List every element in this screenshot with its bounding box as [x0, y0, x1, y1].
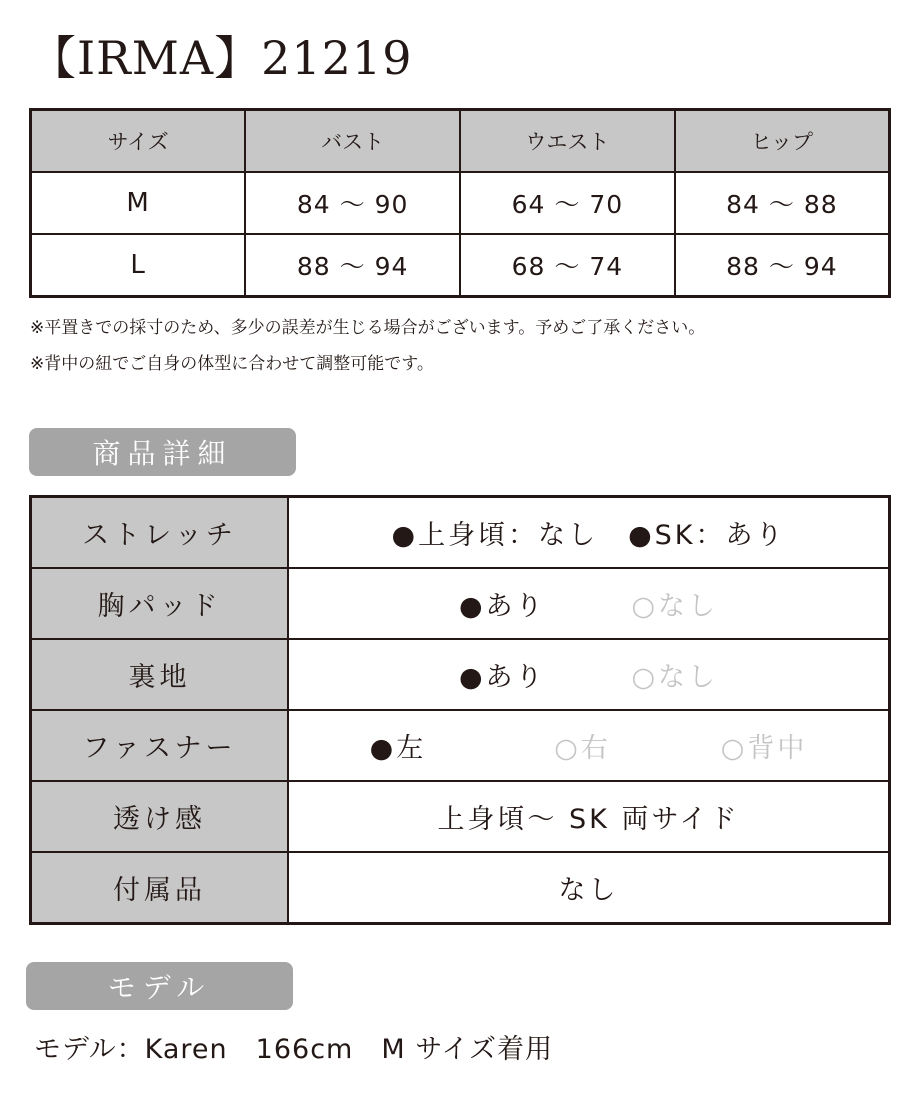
- fastener-option-back: ○背中: [720, 733, 808, 764]
- table-row: [31, 172, 890, 234]
- header-bust: バスト: [245, 110, 460, 173]
- size-cell: L: [31, 234, 246, 297]
- hip-cell: 84 ～ 88: [675, 172, 890, 234]
- table-row: [31, 639, 890, 710]
- table-row: [31, 710, 890, 781]
- stretch-value: ●上身頃：なし ●SK：あり: [288, 497, 890, 569]
- waist-cell: 68 ～ 74: [460, 234, 675, 297]
- lining-option-no: ○なし: [631, 662, 719, 693]
- header-size: サイズ: [31, 110, 246, 173]
- accessories-key: 付属品: [31, 852, 289, 924]
- lining-option-yes: ●あり: [458, 662, 546, 693]
- model-info: モデル：Karen 166cm M サイズ着用: [34, 1034, 554, 1065]
- fastener-key: ファスナー: [31, 710, 289, 781]
- stretch-key: ストレッチ: [31, 497, 289, 569]
- fastener-option-left: ●左: [369, 733, 427, 764]
- bust-cell: 84 ～ 90: [245, 172, 460, 234]
- sheer-key: 透け感: [31, 781, 289, 852]
- size-table-header-row: [31, 110, 890, 173]
- fastener-value: [288, 710, 890, 781]
- waist-cell: 64 ～ 70: [460, 172, 675, 234]
- header-waist: ウエスト: [460, 110, 675, 173]
- size-chart-table: [29, 108, 891, 298]
- fastener-option-right: ○右: [554, 733, 611, 764]
- page-title: 【IRMA】21219: [30, 31, 413, 85]
- product-details-table: [29, 495, 891, 925]
- table-row: [31, 568, 890, 639]
- table-row: [31, 234, 890, 297]
- adjustment-note: ※背中の紐でご自身の体型に合わせて調整可能です。: [30, 354, 434, 374]
- model-label: モデル: [26, 962, 293, 1010]
- lining-key: 裏地: [31, 639, 289, 710]
- pad-key: 胸パッド: [31, 568, 289, 639]
- table-row: [31, 497, 890, 569]
- table-row: [31, 781, 890, 852]
- pad-value: [288, 568, 890, 639]
- product-details-label: 商品詳細: [29, 428, 296, 476]
- measurement-note: ※平置きでの採寸のため、多少の誤差が生じる場合がございます。予めご了承ください。: [30, 318, 706, 338]
- accessories-value: なし: [288, 852, 890, 924]
- pad-option-yes: ●あり: [458, 591, 546, 622]
- lining-value: [288, 639, 890, 710]
- bust-cell: 88 ～ 94: [245, 234, 460, 297]
- sheer-value: 上身頃～ SK 両サイド: [288, 781, 890, 852]
- hip-cell: 88 ～ 94: [675, 234, 890, 297]
- table-row: [31, 852, 890, 924]
- size-cell: M: [31, 172, 246, 234]
- header-hip: ヒップ: [675, 110, 890, 173]
- pad-option-no: ○なし: [631, 591, 719, 622]
